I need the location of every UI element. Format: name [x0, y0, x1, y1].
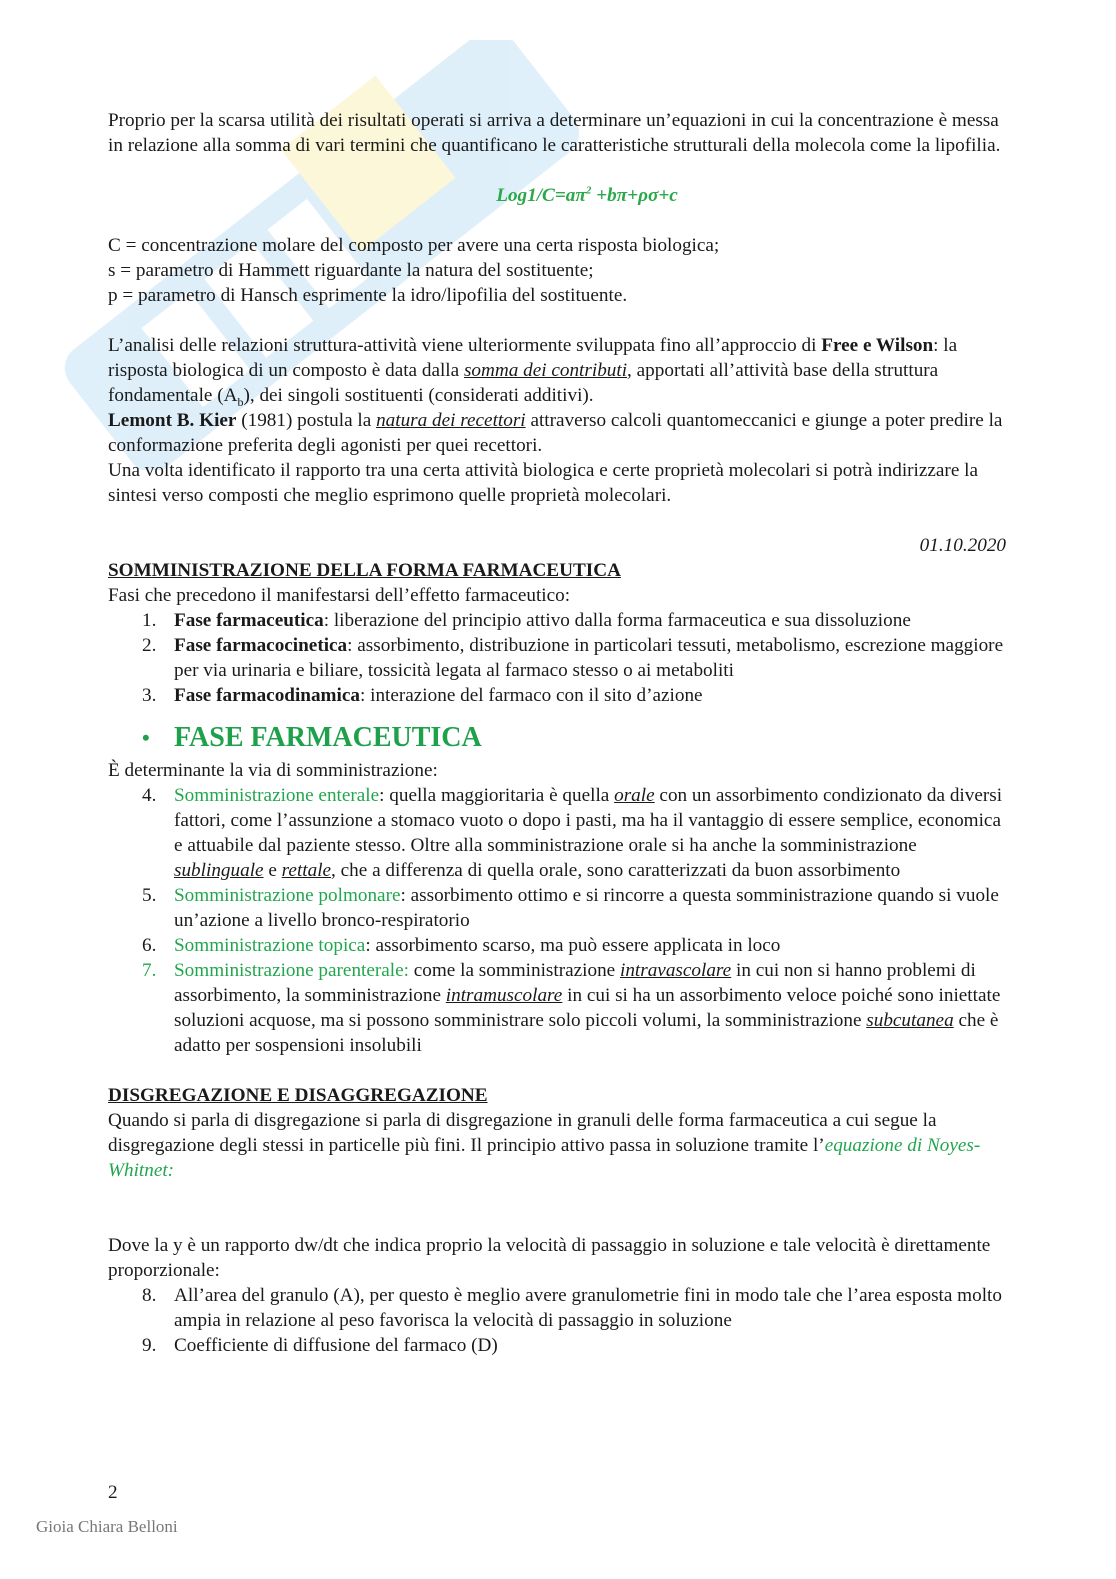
section-intro: È determinante la via di somministrazione:	[108, 760, 438, 781]
text-run: : assorbimento scarso, ma può essere applicata in loco	[365, 935, 781, 956]
bold-term: Free e Wilson	[821, 335, 934, 356]
list-item	[108, 1333, 1006, 1358]
proportionality-list	[108, 1283, 1006, 1358]
text-run: : la risposta biologica di un composto è data dalla	[108, 335, 958, 381]
list-number: 5.	[142, 885, 157, 906]
equation	[108, 183, 1006, 208]
text-run: : assorbimento, distribuzione in particolari tessuti, metabolismo, escrezione maggiore per via urinaria e biliare, tossicità legata al farmaco stesso o ai metaboliti	[174, 635, 1004, 681]
text-run: come la somministrazione	[408, 960, 620, 981]
list-number: 1.	[142, 610, 157, 631]
list-item	[108, 608, 1006, 633]
author-watermark: Gioia Chiara Belloni	[36, 1517, 178, 1536]
bold-term: Lemont B. Kier	[108, 410, 237, 431]
text-run: in cui si ha un assorbimento veloce poiché sono iniettate soluzioni acquose, ma si possono somministrare solo piccoli volumi, la somministrazione	[174, 985, 1001, 1031]
section-heading-somministrazione: SOMMINISTRAZIONE DELLA FORMA FARMACEUTICA	[108, 560, 621, 581]
underlined-term: orale	[614, 785, 655, 806]
heading-text: FASE FARMACEUTICA	[174, 722, 482, 753]
route-label: Somministrazione topica	[174, 935, 366, 956]
analysis-paragraph-free-wilson	[108, 333, 1006, 408]
bullet-icon: •	[142, 725, 150, 750]
section-intro: Fasi che precedono il manifestarsi dell’effetto farmaceutico:	[108, 585, 571, 606]
disgregazione-paragraph	[108, 1108, 1006, 1183]
text-run: : liberazione del principio attivo dalla forma farmaceutica e sua dissoluzione	[323, 610, 911, 631]
text-run: Quando si parla di disgregazione si parla di disgregazione in granuli delle forma farmaceutica a cui segue la disgregazione degli stessi in particelle più fini. Il principio attivo passa in soluzione tramite l’	[108, 1110, 937, 1156]
underlined-term: natura dei recettori	[376, 410, 526, 431]
text-run: in cui non si hanno problemi di assorbimento, la somministrazione	[174, 960, 976, 1006]
bold-term: Fase farmacodinamica	[174, 685, 360, 706]
text-run: ), dei singoli sostituenti (considerati additivi).	[243, 385, 594, 406]
list-item	[108, 683, 1006, 708]
equation-exponent: 2	[585, 184, 592, 197]
analysis-paragraph-conclusion: Una volta identificato il rapporto tra una certa attività biologica e certe proprietà molecolari si potrà indirizzare la sintesi verso composti che meglio esprimono quelle proprietà molecolari.	[108, 460, 978, 506]
list-item	[108, 883, 1006, 933]
list-number: 3.	[142, 685, 157, 706]
document-page	[108, 108, 1006, 1358]
text-run: : quella maggioritaria è quella	[379, 785, 615, 806]
list-number: 8.	[142, 1285, 157, 1306]
underlined-term: intramuscolare	[445, 985, 563, 1006]
page-number: 2	[108, 1482, 118, 1503]
route-label: Somministrazione polmonare	[174, 885, 401, 906]
section-heading-disgregazione: DISGREGAZIONE E DISAGGREGAZIONE	[108, 1085, 488, 1106]
list-number: 2.	[142, 635, 157, 656]
underlined-term: intravascolare	[619, 960, 732, 981]
equation-rhs: +bπ+ρσ+c	[591, 185, 678, 206]
equation-lhs: Log1/C=aπ	[496, 185, 586, 206]
intro-paragraph: Proprio per la scarsa utilità dei risultati operati si arriva a determinare un’equazioni in cui la concentrazione è messa in relazione alla somma di vari termini che quantificano le caratteristiche strutturali della molecola come la lipofilia.	[108, 110, 1001, 156]
list-item	[108, 933, 1006, 958]
text-run: e	[263, 860, 282, 881]
phases-list	[108, 608, 1006, 708]
velocity-paragraph: Dove la y è un rapporto dw/dt che indica proprio la velocità di passaggio in soluzione e tale velocità è direttamente proporzionale:	[108, 1235, 991, 1281]
section-heading-fase-farmaceutica	[108, 718, 1006, 758]
text-run: attraverso calcoli quantomeccanici e giunge a poter predire la conformazione preferita degli agonisti per quei recettori.	[108, 410, 1003, 456]
definition-c: C = concentrazione molare del composto per avere una certa risposta biologica;	[108, 235, 720, 256]
underlined-term: sublinguale	[174, 860, 264, 881]
underlined-term: somma dei contributi	[463, 360, 628, 381]
list-number: 4.	[142, 785, 157, 806]
list-item	[108, 958, 1006, 1058]
list-item	[108, 633, 1006, 683]
analysis-paragraph-kier	[108, 408, 1006, 458]
text-run: che è adatto per sospensioni insolubili	[174, 1010, 999, 1056]
equation-reference: equazione di Noyes-Whitnet:	[108, 1135, 981, 1181]
text-run: , che a differenza di quella orale, sono caratterizzati da buon assorbimento	[331, 860, 901, 881]
text-run: : assorbimento ottimo e si rincorre a questa somministrazione quando si vuole un’azione a livello bronco-respiratorio	[174, 885, 999, 931]
list-number: 6.	[142, 935, 157, 956]
text-run: L’analisi delle relazioni struttura-attività viene ulteriormente sviluppata fino all’approccio di	[108, 335, 822, 356]
text-run: Coefficiente di diffusione del farmaco (D)	[174, 1335, 498, 1356]
underlined-term: subcutanea	[866, 1010, 954, 1031]
list-number: 7.	[142, 960, 157, 981]
underlined-term: rettale	[281, 860, 332, 881]
subscript: b	[237, 394, 244, 409]
definition-p: p = parametro di Hansch esprimente la idro/lipofilia del sostituente.	[108, 285, 628, 306]
bold-term: Fase farmaceutica	[174, 610, 324, 631]
list-item	[108, 1283, 1006, 1333]
text-run: , apportati all’attività base della struttura fondamentale (A	[108, 360, 939, 406]
text-run: (1981) postula la	[236, 410, 377, 431]
list-item	[108, 783, 1006, 883]
route-label: Somministrazione enterale	[174, 785, 380, 806]
text-run: con un assorbimento condizionato da diversi fattori, come l’assunzione a stomaco vuoto o dopo i pasti, ma ha il vantaggio di essere semplice, economica e attuabile dal paziente stesso. Oltre alla somministrazione orale si ha anche la somministrazione	[174, 785, 1003, 856]
list-number: 9.	[142, 1335, 157, 1356]
bold-term: Fase farmacocinetica	[174, 635, 348, 656]
route-label: Somministrazione parenterale:	[174, 960, 409, 981]
administration-routes-list	[108, 783, 1006, 1058]
text-run: : interazione del farmaco con il sito d’azione	[359, 685, 703, 706]
definition-s: s = parametro di Hammett riguardante la natura del sostituente;	[108, 260, 594, 281]
text-run: All’area del granulo (A), per questo è meglio avere granulometrie fini in modo tale che l’area esposta molto ampia in relazione al peso favorisca la velocità di passaggio in soluzione	[174, 1285, 1002, 1331]
lecture-date: 01.10.2020	[919, 535, 1006, 556]
